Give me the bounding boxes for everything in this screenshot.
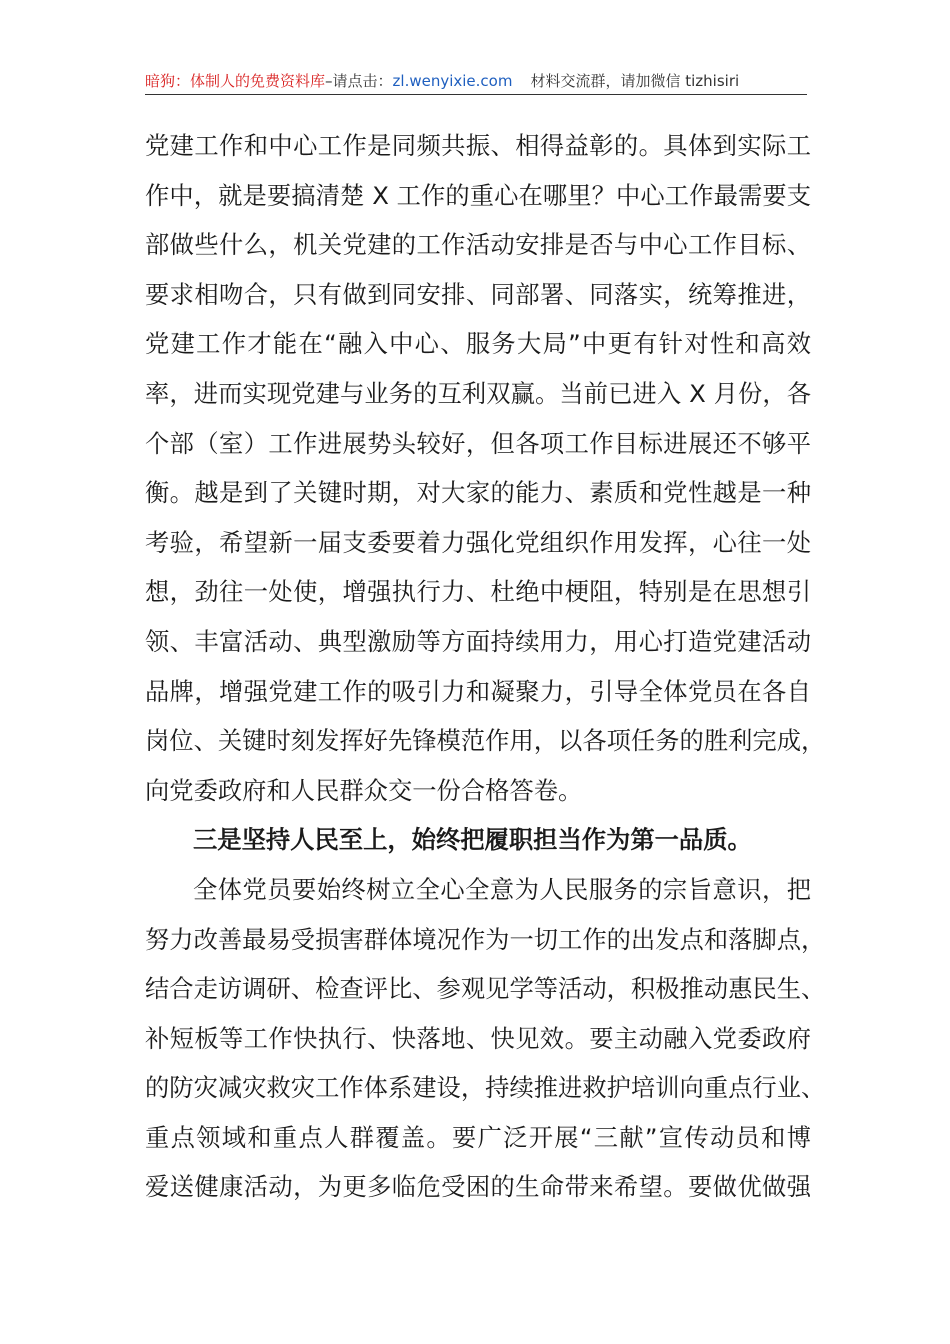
body-line: 个部（室）工作进展势头较好，但各项工作目标进展还不够平 [145, 428, 811, 458]
body-line: 向党委政府和人民群众交一份合格答卷。 [145, 775, 583, 805]
body-line: 率，进而实现党建与业务的互利双赢。当前已进入 X 月份，各 [145, 378, 811, 408]
body-line: 全体党员要始终树立全心全意为人民服务的宗旨意识，把 [193, 874, 811, 904]
body-line: 要求相吻合，只有做到同安排、同部署、同落实，统筹推进， [145, 279, 811, 309]
header-contact-text: 材料交流群，请加微信 tizhisiri [530, 72, 740, 90]
body-line: 作中，就是要搞清楚 X 工作的重心在哪里？中心工作最需要支 [145, 180, 811, 210]
body-line: 岗位、关键时刻发挥好先锋模范作用，以各项任务的胜利完成， [145, 726, 826, 756]
body-line: 品牌，增强党建工作的吸引力和凝聚力，引导全体党员在各自 [145, 676, 811, 706]
body-line: 重点领域和重点人群覆盖。要广泛开展“三献”宣传动员和博 [145, 1122, 811, 1152]
body-line: 的防灾减灾救灾工作体系建设，持续推进救护培训向重点行业、 [145, 1073, 826, 1103]
body-line: 部做些什么，机关党建的工作活动安排是否与中心工作目标、 [145, 230, 811, 260]
body-line: 想，劲往一处使，增强执行力、杜绝中梗阻，特别是在思想引 [145, 577, 811, 607]
body-line: 衡。越是到了关键时期，对大家的能力、素质和党性越是一种 [145, 478, 811, 508]
body-line: 爱送健康活动，为更多临危受困的生命带来希望。要做优做强 [145, 1172, 811, 1202]
body-line: 结合走访调研、检查评比、参观见学等活动，积极推动惠民生、 [145, 974, 826, 1004]
document-body [145, 121, 826, 1212]
body-line: 领、丰富活动、典型激励等方面持续用力，用心打造党建活动 [145, 626, 811, 656]
page-header [145, 68, 807, 95]
body-line: 努力改善最易受损害群体境况作为一切工作的出发点和落脚点， [145, 924, 826, 954]
body-line: 考验，希望新一届支委要着力强化党组织作用发挥，心往一处 [145, 527, 811, 557]
header-link[interactable]: zl.wenyixie.com [392, 72, 513, 90]
body-line: 补短板等工作快执行、快落地、快见效。要主动融入党委政府 [145, 1023, 811, 1053]
section-heading: 三是坚持人民至上，始终把履职担当作为第一品质。 [193, 825, 752, 855]
header-click-prompt: –请点击： [325, 72, 393, 90]
header-brand-text: 暗狗：体制人的免费资料库 [145, 72, 326, 90]
body-line: 党建工作和中心工作是同频共振、相得益彰的。具体到实际工 [145, 131, 811, 160]
body-line: 党建工作才能在“融入中心、服务大局”中更有针对性和高效 [145, 329, 811, 359]
